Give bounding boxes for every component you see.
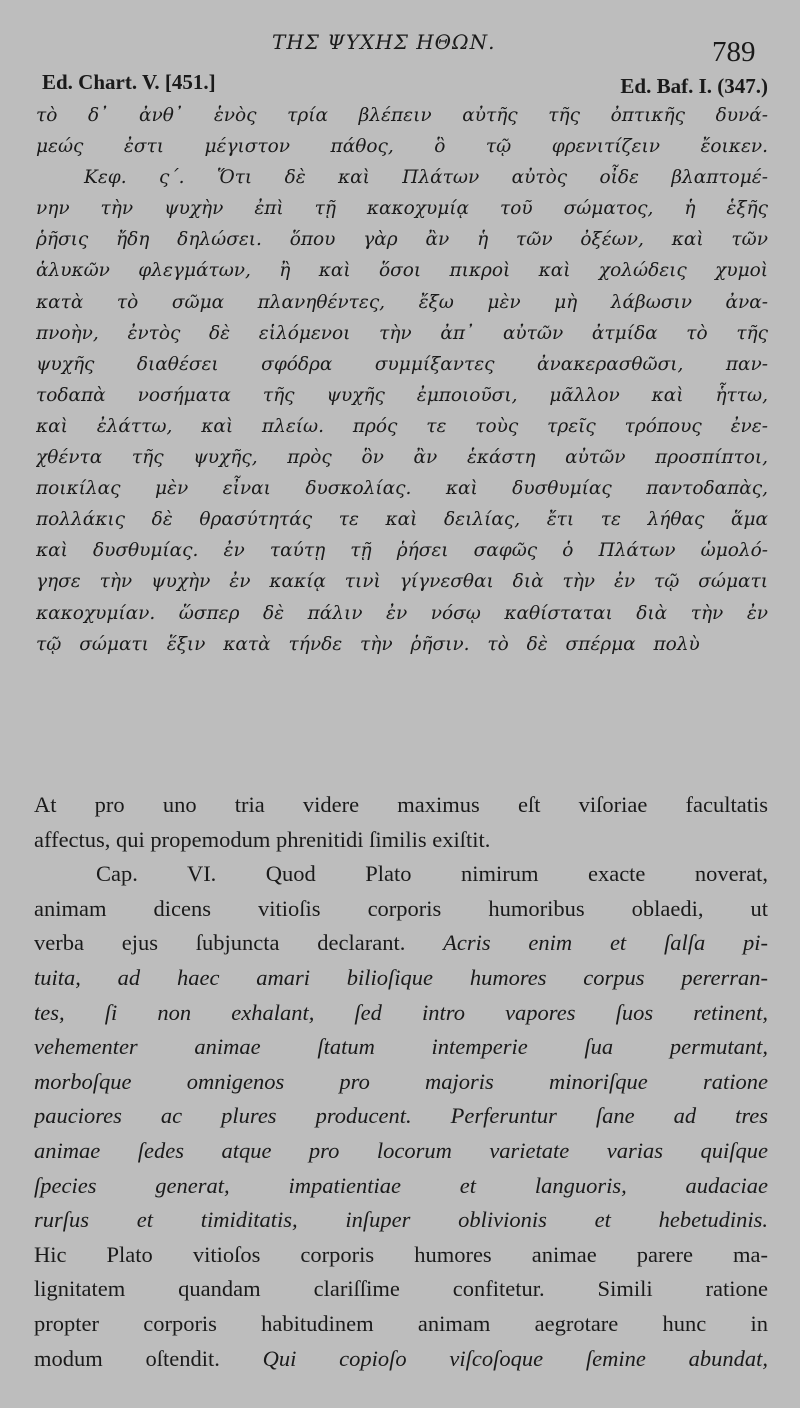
greek-line: νην τὴν ψυχὴν ἐπὶ τῇ κακοχυμίᾳ τοῦ σώματος, ἡ ἑξῆς	[36, 198, 768, 220]
greek-line: τῷ σώματι ἕξιν κατὰ τήνδε τὴν ῥῆσιν. τὸ δὲ σπέρμα πολὺ	[36, 633, 700, 655]
edition-chart-ref: Ed. Chart. V. [451.]	[42, 70, 216, 94]
latin-line: modum oſtendit. Qui copioſo viſcoſoque ſemine abundat,	[34, 1345, 768, 1371]
edition-bas-ref: Ed. Baf. I. (347.)	[620, 74, 768, 98]
greek-line: ποικίλας μὲν εἶναι δυσκολίας. καὶ δυσθυμίας παντοδαπὰς,	[36, 478, 768, 500]
greek-line: τοδαπὰ νοσήματα τῆς ψυχῆς ἐμποιοῦσι, μᾶλλον καὶ ἧττω,	[36, 384, 768, 406]
latin-quote-line: tes, ſi non exhalant, ſed intro vapores ſuos retinent,	[34, 999, 768, 1025]
latin-line: verba ejus ſubjuncta declarant. Acris enim et ſalſa pi-	[34, 930, 768, 956]
latin-line: Cap. VI. Quod Plato nimirum exacte noverat,	[96, 861, 768, 887]
greek-line: ψυχῆς διαθέσει σφόδρα συμμίξαντες ἀνακερασθῶσι, παν-	[36, 353, 768, 375]
latin-quote-line: pauciores ac plures producent. Perferuntur ſane ad tres	[34, 1103, 768, 1129]
latin-quote-line: morboſque omnigenos pro majoris minoriſque ratione	[34, 1068, 768, 1094]
greek-line: μεώς ἐστι μέγιστον πάθος, ὃ τῷ φρενιτίζειν ἔοικεν.	[36, 136, 768, 158]
page-number: 789	[712, 36, 756, 68]
greek-line: πολλάκις δὲ θρασύτητάς τε καὶ δειλίας, ἔτι τε λήθας ἅμα	[36, 509, 768, 531]
page-header	[0, 22, 800, 68]
latin-line: affectus, qui propemodum phrenitidi ſimilis exiſtit.	[34, 826, 491, 852]
latin-line: lignitatem quandam clariſſime confitetur. Simili ratione	[34, 1276, 768, 1302]
greek-line: κατὰ τὸ σῶμα πλανηθέντες, ἔξω μὲν μὴ λάβωσιν ἀνα-	[36, 291, 768, 313]
greek-line: πνοὴν, ἐντὸς δὲ εἱλόμενοι τὴν ἀπ᾽ αὐτῶν ἀτμίδα τὸ τῆς	[36, 322, 768, 344]
greek-text-block	[36, 100, 768, 660]
greek-line: τὸ δ᾽ ἀνθ᾽ ἑνὸς τρία βλέπειν αὐτῆς τῆς ὀπτικῆς δυνά-	[36, 105, 768, 126]
greek-line: ῥῆσις ἤδη δηλώσει. ὅπου γὰρ ἂν ἡ τῶν ὀξέων, καὶ τῶν	[36, 229, 768, 251]
latin-quote-line: rurſus et timiditatis, inſuper oblivionis et hebetudinis.	[34, 1207, 768, 1233]
greek-line: Κεφ. ς΄. Ὅτι δὲ καὶ Πλάτων αὐτὸς οἶδε βλαπτομέ-	[84, 167, 768, 189]
running-title: ΤΗΣ ΨΥΧΗΣ ΗΘΩΝ.	[272, 30, 496, 54]
latin-line: Hic Plato vitioſos corporis humores animae parere ma-	[34, 1241, 768, 1267]
latin-quote-line: vehementer animae ſtatum intemperie ſua permutant,	[34, 1034, 768, 1060]
greek-line: γησε τὴν ψυχὴν ἐν κακίᾳ τινὶ γίγνεσθαι διὰ τὴν ἐν τῷ σώματι	[36, 571, 768, 593]
greek-line: χθέντα τῆς ψυχῆς, πρὸς ὃν ἂν ἑκάστη αὐτῶν προσπίπτοι,	[36, 447, 768, 469]
latin-line: propter corporis habitudinem animam aegrotare hunc in	[34, 1310, 768, 1336]
greek-line: κακοχυμίαν. ὥσπερ δὲ πάλιν ἐν νόσῳ καθίσταται διὰ τὴν ἐν	[36, 602, 768, 624]
greek-line: ἁλυκῶν φλεγμάτων, ἢ καὶ ὅσοι πικροὶ καὶ χολώδεις χυμοὶ	[36, 260, 768, 282]
latin-line: animam dicens vitioſis corporis humoribus oblaedi, ut	[34, 895, 768, 921]
latin-quote-line: ſpecies generat, impatientiae et languoris, audaciae	[34, 1172, 768, 1198]
greek-line: καὶ δυσθυμίας. ἐν ταύτῃ τῇ ῥήσει σαφῶς ὁ Πλάτων ὡμολό-	[36, 540, 768, 562]
latin-quote-line: animae ſedes atque pro locorum varietate varias quiſque	[34, 1137, 768, 1163]
latin-text-block	[34, 788, 768, 1376]
latin-quote-line: tuita, ad haec amari bilioſique humores corpus pererran-	[34, 964, 768, 990]
edition-references	[42, 70, 768, 100]
latin-line: At pro uno tria videre maximus eſt viſoriae facultatis	[34, 792, 768, 817]
greek-line: καὶ ἐλάττω, καὶ πλείω. πρός τε τοὺς τρεῖς τρόπους ἐνε-	[36, 415, 768, 437]
